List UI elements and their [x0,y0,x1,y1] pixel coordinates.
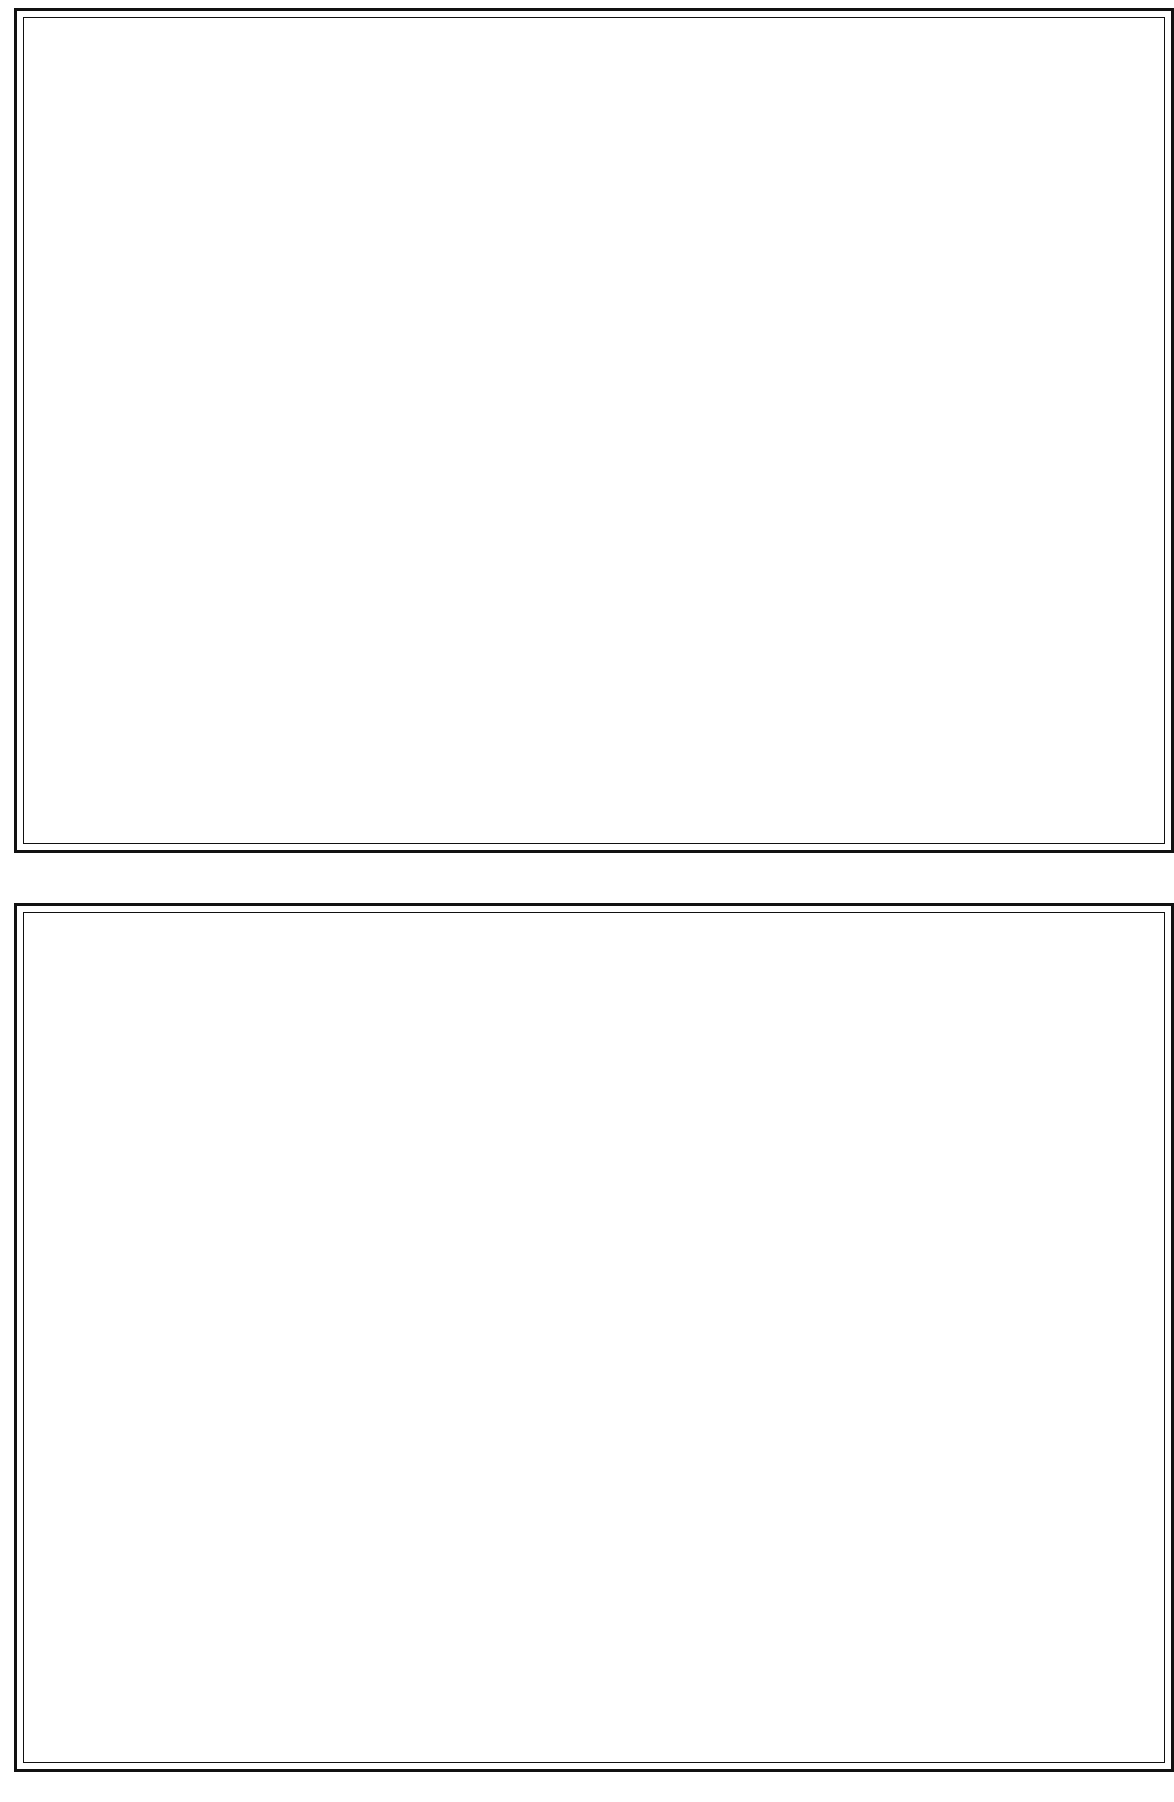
top-page-frame [23,17,1165,844]
top-page [14,8,1174,853]
bottom-page-frame [23,912,1165,1763]
bottom-page [14,903,1174,1772]
